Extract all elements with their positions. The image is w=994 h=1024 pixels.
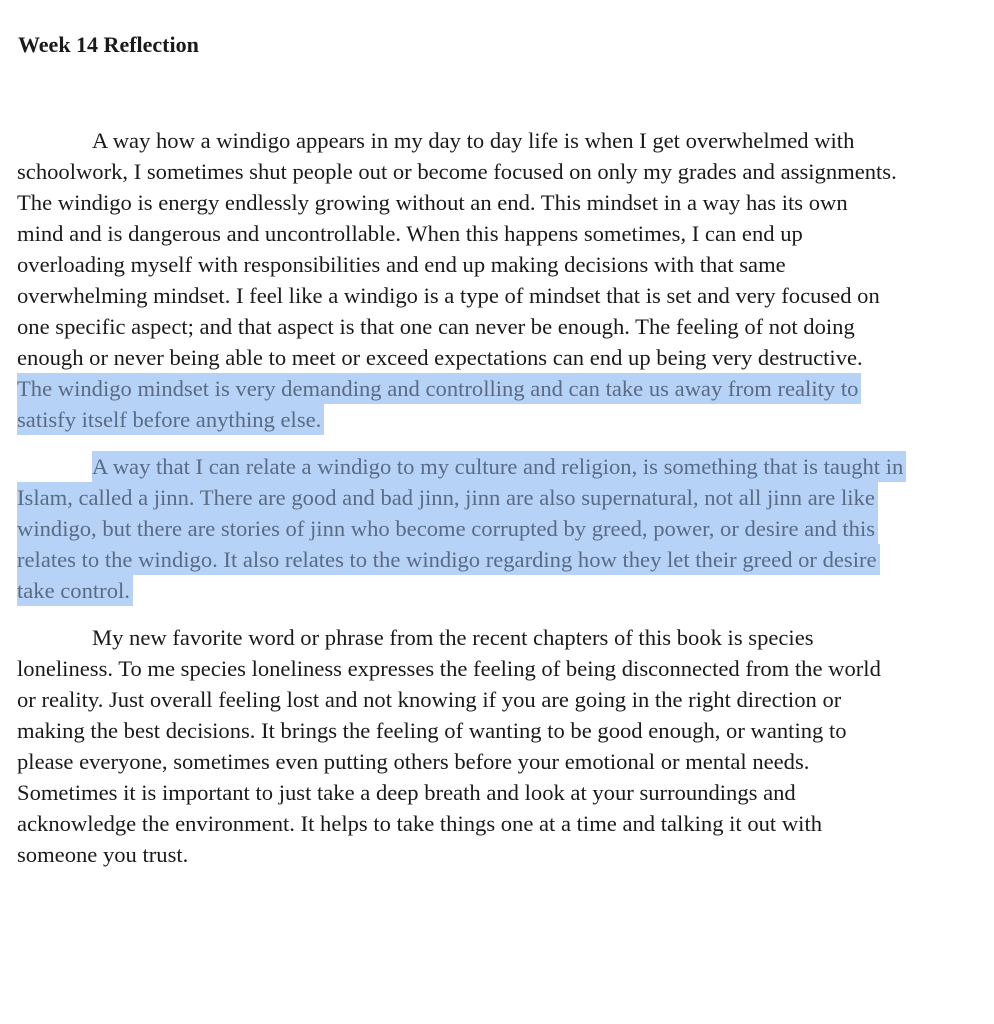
text-line[interactable]	[17, 311, 897, 342]
document-title: Week 14 Reflection	[18, 32, 199, 57]
line-text: schoolwork, I sometimes shut people out or become focused on only my grades and assignments.	[17, 159, 897, 184]
selected-text: The windigo mindset is very demanding and controlling and can take us away from reality to	[17, 373, 861, 404]
text-line[interactable]	[17, 839, 881, 870]
selected-text: Islam, called a jinn. There are good and bad jinn, jinn are also supernatural, not all jinn are like	[17, 482, 878, 513]
line-text: The windigo is energy endlessly growing without an end. This mindset in a way has its own	[17, 190, 848, 215]
text-line[interactable]	[17, 249, 897, 280]
text-line-selected[interactable]	[17, 404, 897, 435]
text-line[interactable]	[17, 125, 897, 156]
line-text: My new favorite word or phrase from the recent chapters of this book is species	[92, 625, 814, 650]
line-text: acknowledge the environment. It helps to take things one at a time and talking it out with	[17, 811, 823, 836]
text-line[interactable]	[17, 342, 897, 373]
selected-text: take control.	[17, 575, 133, 606]
line-text: A way how a windigo appears in my day to day life is when I get overwhelmed with	[92, 128, 855, 153]
text-line-selected[interactable]	[17, 513, 906, 544]
line-text: overloading myself with responsibilities and end up making decisions with that same	[17, 252, 786, 277]
text-line[interactable]	[17, 156, 897, 187]
text-line[interactable]	[17, 777, 881, 808]
line-text: mind and is dangerous and uncontrollable. When this happens sometimes, I can end up	[17, 221, 803, 246]
line-text: making the best decisions. It brings the feeling of wanting to be good enough, or wanting to	[17, 718, 847, 743]
text-line[interactable]	[17, 622, 881, 653]
paragraph-culture-religion[interactable]	[17, 451, 906, 606]
selected-text: relates to the windigo. It also relates to the windigo regarding how they let their greed or desire	[17, 544, 880, 575]
text-line-selected[interactable]	[17, 482, 906, 513]
selected-text: windigo, but there are stories of jinn who become corrupted by greed, power, or desire and this	[17, 513, 878, 544]
line-text: please everyone, sometimes even putting others before your emotional or mental needs.	[17, 749, 810, 774]
text-line[interactable]	[17, 715, 881, 746]
line-text: loneliness. To me species loneliness expresses the feeling of being disconnected from the world	[17, 656, 881, 681]
text-line[interactable]	[17, 684, 881, 715]
text-line[interactable]	[17, 746, 881, 777]
text-line[interactable]	[17, 187, 897, 218]
text-line-selected[interactable]	[17, 373, 897, 404]
text-line-selected[interactable]	[17, 451, 906, 482]
text-line[interactable]	[17, 808, 881, 839]
selected-text: A way that I can relate a windigo to my culture and religion, is something that is taught in	[92, 451, 906, 482]
line-text: or reality. Just overall feeling lost and not knowing if you are going in the right direction or	[17, 687, 842, 712]
text-line-selected[interactable]	[17, 544, 906, 575]
paragraph-windigo-daily-life[interactable]	[17, 125, 897, 435]
line-text: Sometimes it is important to just take a deep breath and look at your surroundings and	[17, 780, 796, 805]
line-text: enough or never being able to meet or exceed expectations can end up being very destructive.	[17, 345, 863, 370]
text-line-selected[interactable]	[17, 575, 906, 606]
line-text: one specific aspect; and that aspect is that one can never be enough. The feeling of not doing	[17, 314, 855, 339]
line-text: someone you trust.	[17, 842, 189, 867]
paragraph-favorite-phrase[interactable]	[17, 622, 881, 870]
text-line[interactable]	[17, 653, 881, 684]
selected-text: satisfy itself before anything else.	[17, 404, 324, 435]
text-line[interactable]	[17, 218, 897, 249]
line-text: overwhelming mindset. I feel like a windigo is a type of mindset that is set and very focused on	[17, 283, 880, 308]
text-line[interactable]	[17, 280, 897, 311]
